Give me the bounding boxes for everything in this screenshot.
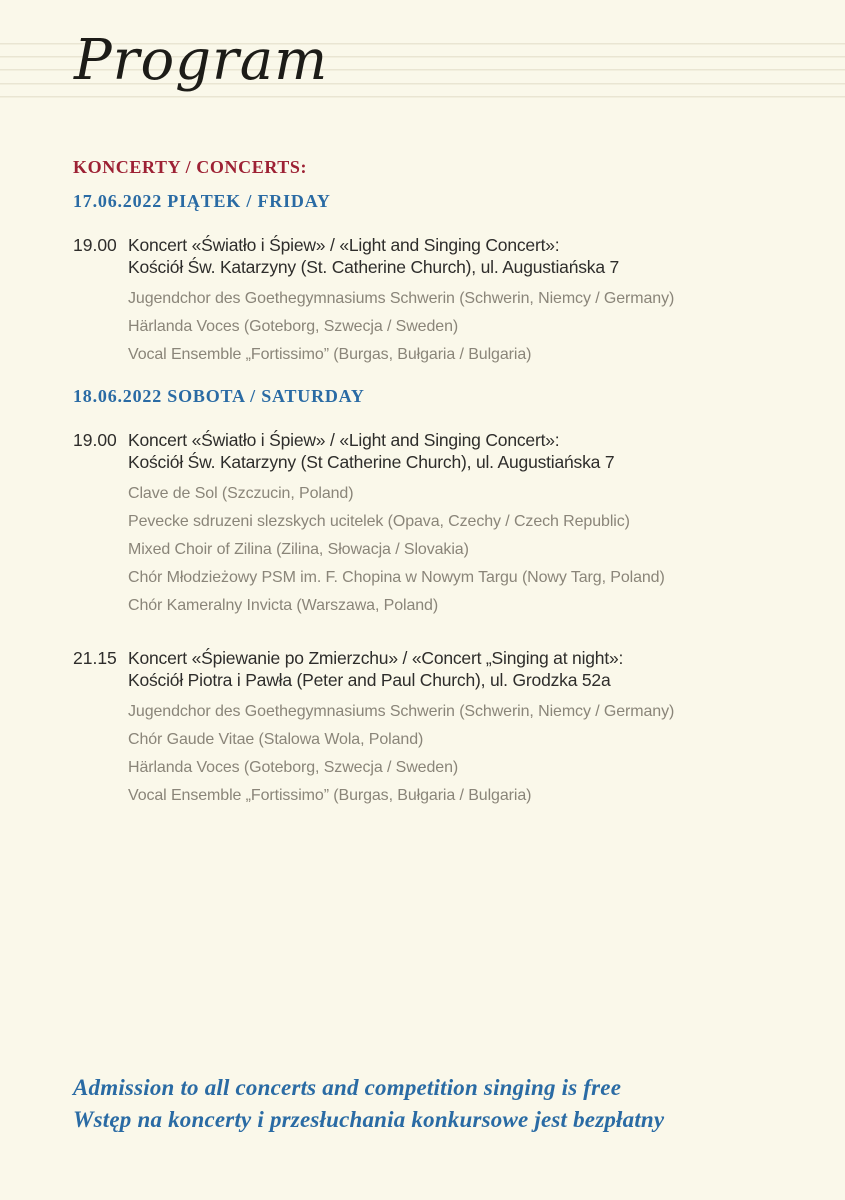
event-title: Koncert «Światło i Śpiew» / «Light and Singing Concert»:: [128, 235, 560, 255]
section-heading-concerts: KONCERTY / CONCERTS:: [73, 157, 308, 177]
participant: Chór Gaude Vitae (Stalowa Wola, Poland): [128, 731, 424, 748]
participant: Härlanda Voces (Goteborg, Szwecja / Sweden): [128, 318, 459, 335]
participant: Jugendchor des Goethegymnasiums Schwerin (Schwerin, Niemcy / Germany): [128, 290, 675, 307]
page-title: Program: [74, 28, 329, 93]
date-heading: 18.06.2022 SOBOTA / SATURDAY: [73, 386, 365, 406]
event-light-and-singing-friday: [73, 234, 788, 369]
participant: Vocal Ensemble „Fortissimo” (Burgas, Bułgaria / Bulgaria): [128, 346, 532, 363]
participant: Jugendchor des Goethegymnasiums Schwerin (Schwerin, Niemcy / Germany): [128, 703, 675, 720]
participant: Mixed Choir of Zilina (Zilina, Słowacja / Slovakia): [128, 541, 469, 558]
event-details: [128, 647, 788, 810]
event-details: [128, 234, 788, 369]
day-section-friday: [73, 191, 788, 369]
event-venue: Kościół Piotra i Pawła (Peter and Paul Church), ul. Grodzka 52a: [128, 670, 611, 690]
participant: Härlanda Voces (Goteborg, Szwecja / Sweden): [128, 759, 459, 776]
event-time: 21.15: [73, 648, 117, 668]
admission-notice-en: Admission to all concerts and competition singing is free: [73, 1075, 622, 1100]
participant: Clave de Sol (Szczucin, Poland): [128, 485, 354, 502]
event-time: 19.00: [73, 430, 117, 450]
day-section-saturday: [73, 386, 788, 810]
event-light-and-singing-saturday: [73, 429, 788, 620]
event-venue: Kościół Św. Katarzyny (St. Catherine Church), ul. Augustiańska 7: [128, 257, 620, 277]
participant: Chór Młodzieżowy PSM im. F. Chopina w Nowym Targu (Nowy Targ, Poland): [128, 569, 665, 586]
program-content: [73, 157, 788, 810]
participant-list: [128, 285, 788, 369]
participant: Chór Kameralny Invicta (Warszawa, Poland): [128, 597, 439, 614]
participant-list: [128, 480, 788, 620]
event-title: Koncert «Światło i Śpiew» / «Light and Singing Concert»:: [128, 430, 560, 450]
event-singing-at-night: [73, 647, 788, 810]
date-heading: 17.06.2022 PIĄTEK / FRIDAY: [73, 191, 331, 211]
event-venue: Kościół Św. Katarzyny (St Catherine Church), ul. Augustiańska 7: [128, 452, 615, 472]
event-details: [128, 429, 788, 620]
participant: Vocal Ensemble „Fortissimo” (Burgas, Bułgaria / Bulgaria): [128, 787, 532, 804]
staff-line: [0, 96, 845, 98]
admission-notice: [73, 1072, 788, 1136]
participant-list: [128, 698, 788, 810]
admission-notice-pl: Wstęp na koncerty i przesłuchania konkursowe jest bezpłatny: [73, 1107, 665, 1132]
event-time: 19.00: [73, 235, 117, 255]
participant: Pevecke sdruzeni slezskych ucitelek (Opava, Czechy / Czech Republic): [128, 513, 630, 530]
event-title: Koncert «Śpiewanie po Zmierzchu» / «Concert „Singing at night»:: [128, 648, 624, 668]
